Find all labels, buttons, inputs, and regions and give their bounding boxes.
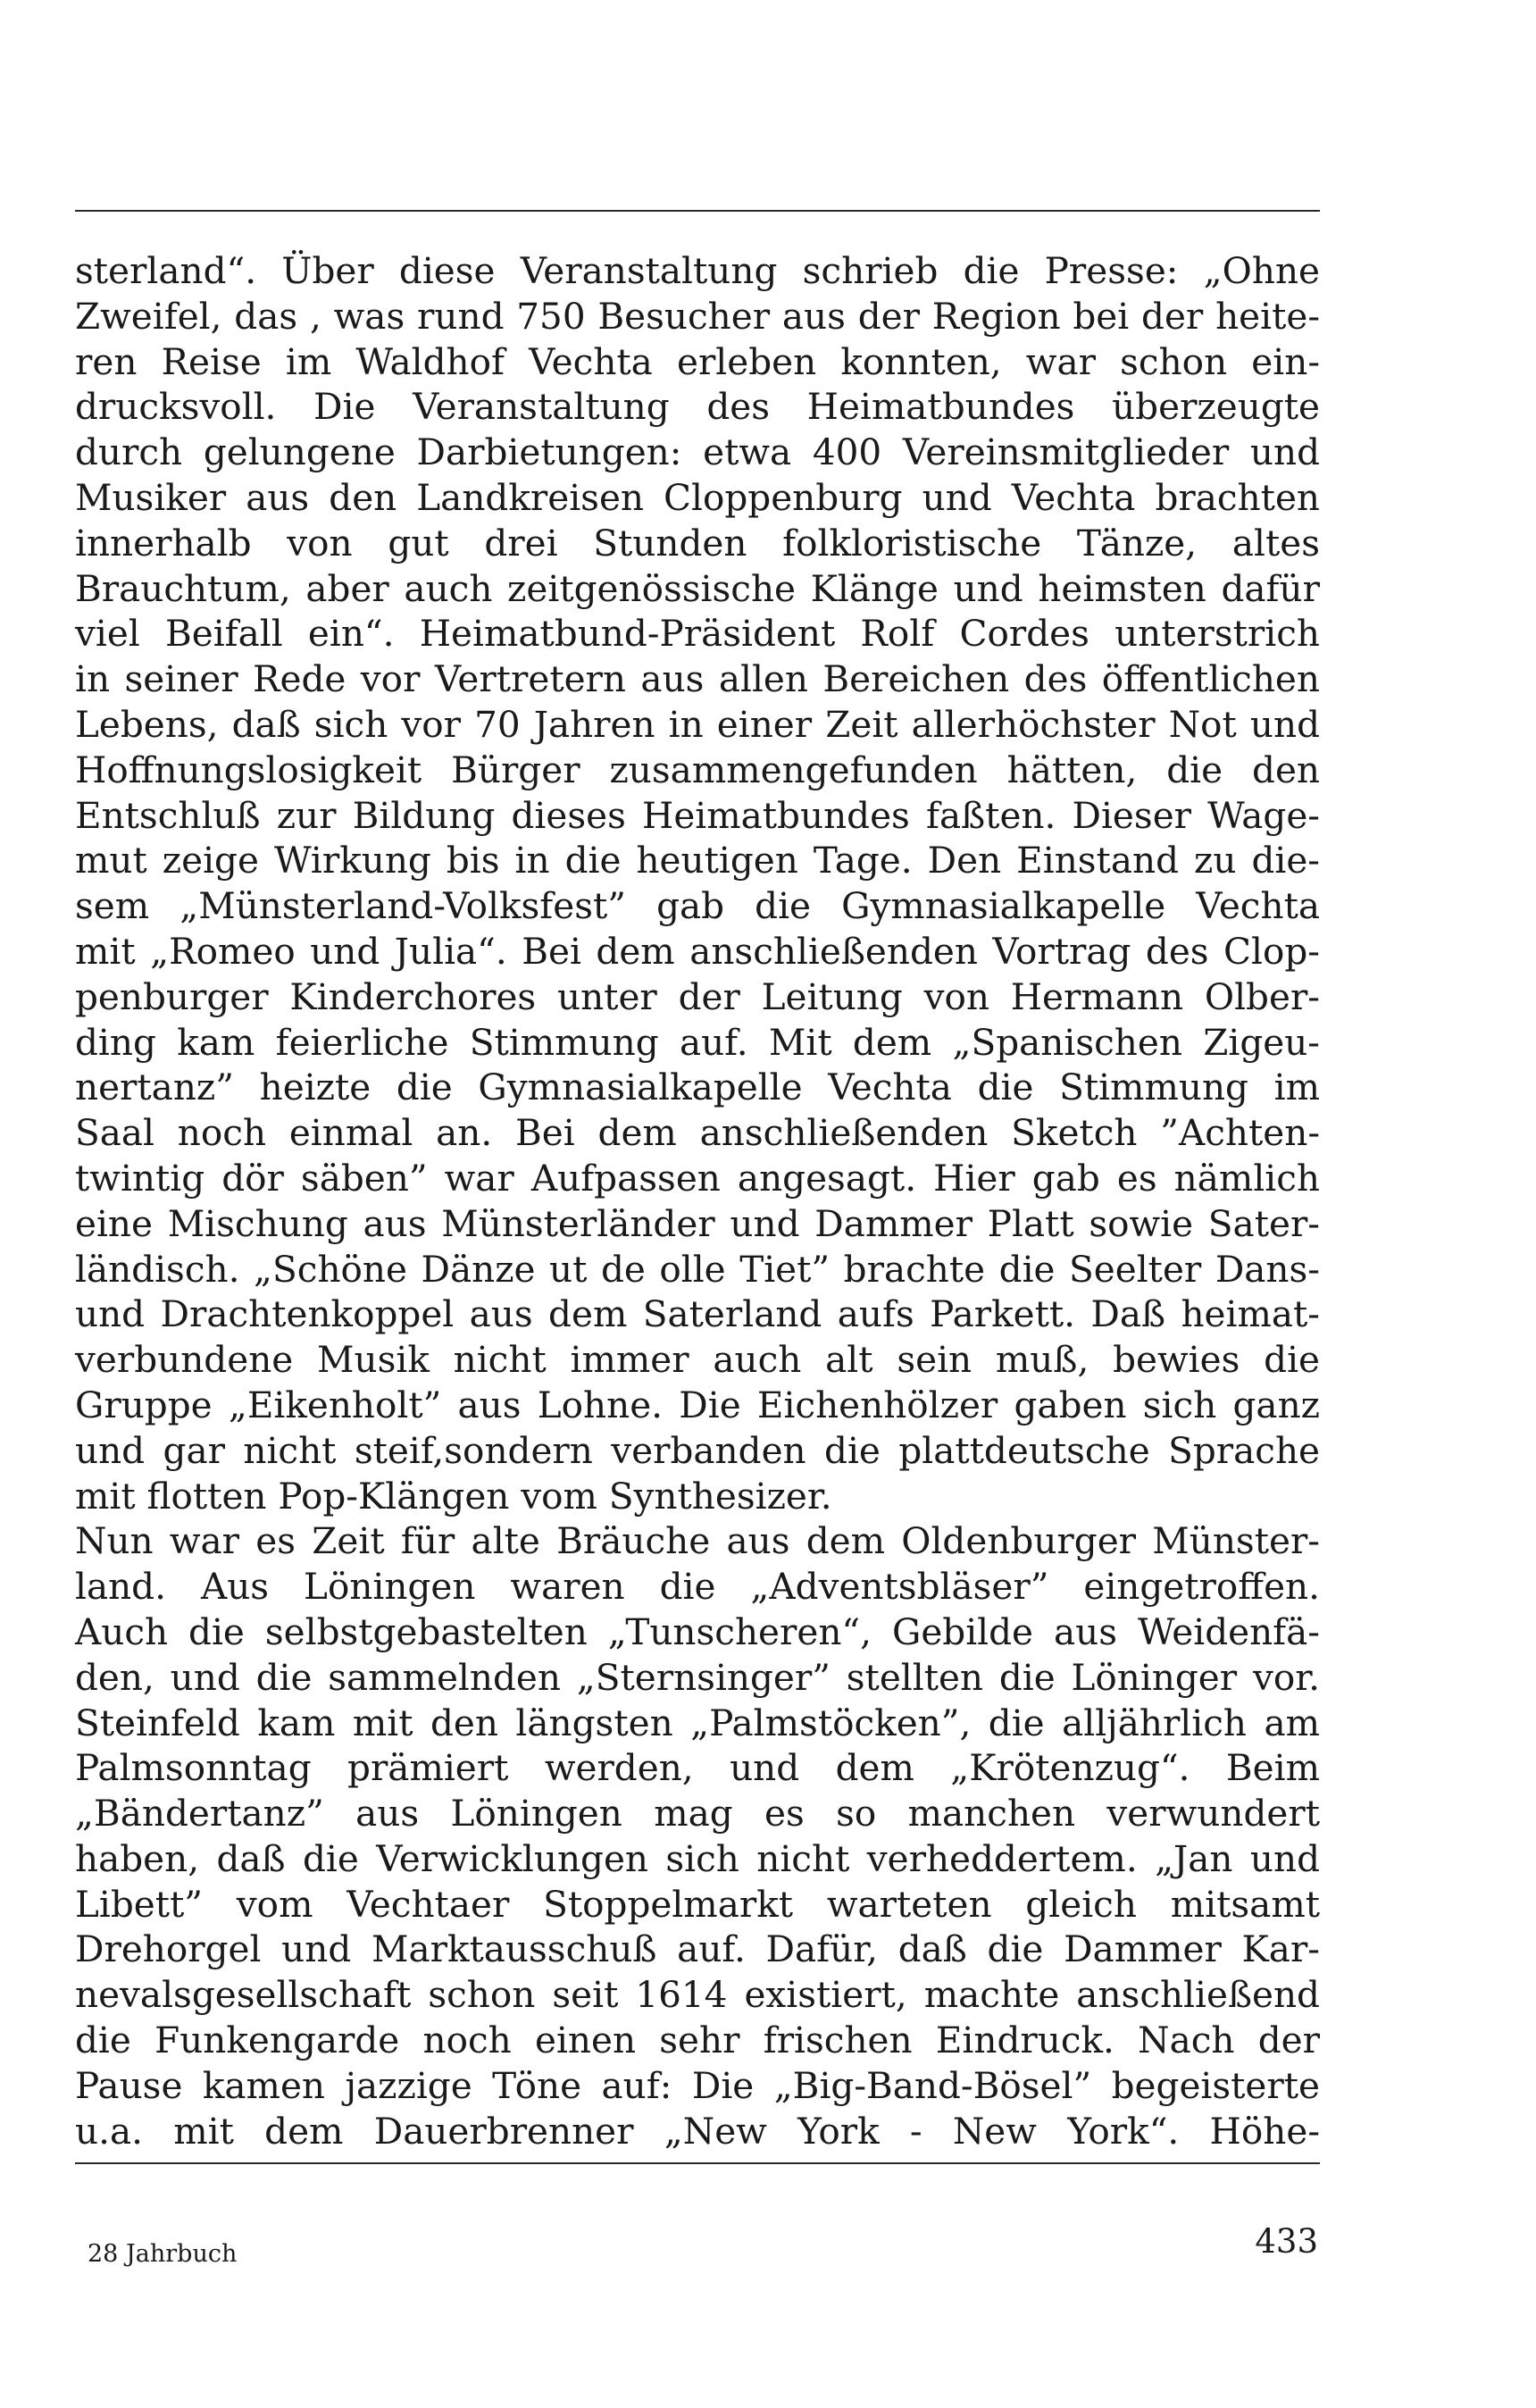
page-number: 433 xyxy=(1255,2222,1318,2261)
text-line: penburger Kinderchores unter der Leitung von Hermann Olber- xyxy=(75,974,1320,1018)
text-line: innerhalb von gut drei Stunden folkloristische Tänze, altes xyxy=(75,521,1320,564)
text-line: und gar nicht steif,sondern verbanden die plattdeutsche Sprache xyxy=(75,1428,1320,1472)
text-line: Brauchtum, aber auch zeitgenössische Klänge und heimsten dafür xyxy=(75,566,1320,610)
text-line: in seiner Rede vor Vertretern aus allen Bereichen des öffentlichen xyxy=(75,657,1320,701)
text-line: mit flotten Pop-Klängen vom Synthesizer. xyxy=(75,1474,832,1518)
text-line: u.a. mit dem Dauerbrenner „New York - New York“. Höhe- xyxy=(75,2109,1320,2153)
text-line: nertanz” heizte die Gymnasialkapelle Vechta die Stimmung im xyxy=(75,1066,1320,1109)
text-line: Saal noch einmal an. Bei dem anschließenden Sketch ”Achten- xyxy=(75,1111,1320,1155)
body-text xyxy=(75,248,1320,2153)
text-line: verbundene Musik nicht immer auch alt sein muß, bewies die xyxy=(75,1338,1320,1382)
text-line: Palmsonntag prämiert werden, und dem „Krötenzug“. Beim xyxy=(75,1746,1320,1790)
text-line: „Bändertanz” aus Löningen mag es so manchen verwundert xyxy=(75,1792,1320,1835)
text-line: Lebens, daß sich vor 70 Jahren in einer Zeit allerhöchster Not und xyxy=(75,702,1320,746)
text-line: nevalsgesellschaft schon seit 1614 existiert, machte anschließend xyxy=(75,1973,1320,2017)
text-line: durch gelungene Darbietungen: etwa 400 Vereinsmitglieder und xyxy=(75,431,1320,474)
text-line: Zweifel, das , was rund 750 Besucher aus der Region bei der heite- xyxy=(75,294,1320,338)
text-line: twintig dör säben” war Aufpassen angesagt. Hier gab es nämlich xyxy=(75,1156,1320,1200)
text-line: viel Beifall ein“. Heimatbund-Präsident Rolf Cordes unterstrich xyxy=(75,612,1320,656)
text-line: Hoffnungslosigkeit Bürger zusammengefunden hätten, die den xyxy=(75,748,1320,791)
text-line: Steinfeld kam mit den längsten „Palmstöcken”, die alljährlich am xyxy=(75,1701,1320,1744)
text-line: eine Mischung aus Münsterländer und Dammer Platt sowie Sater- xyxy=(75,1201,1320,1245)
text-line: drucksvoll. Die Veranstaltung des Heimatbundes überzeugte xyxy=(75,385,1320,429)
text-line: ländisch. „Schöne Dänze ut de olle Tiet” brachte die Seelter Dans- xyxy=(75,1247,1320,1291)
text-line: Libett” vom Vechtaer Stoppelmarkt warteten gleich mitsamt xyxy=(75,1882,1320,1926)
text-line: ding kam feierliche Stimmung auf. Mit dem „Spanischen Zigeu- xyxy=(75,1020,1320,1064)
text-line: haben, daß die Verwicklungen sich nicht verheddertem. „Jan und xyxy=(75,1836,1320,1880)
text-line: Entschluß zur Bildung dieses Heimatbundes faßten. Dieser Wage- xyxy=(75,793,1320,837)
text-line: mut zeige Wirkung bis in die heutigen Tage. Den Einstand zu die- xyxy=(75,839,1320,882)
footer-signature-mark: 28 Jahrbuch xyxy=(88,2240,238,2268)
text-line: die Funkengarde noch einen sehr frischen Eindruck. Nach der xyxy=(75,2019,1320,2062)
text-line: Musiker aus den Landkreisen Cloppenburg und Vechta brachten xyxy=(75,475,1320,519)
text-line: ren Reise im Waldhof Vechta erleben konnten, war schon ein- xyxy=(75,339,1320,383)
text-line: und Drachtenkoppel aus dem Saterland aufs Parkett. Daß heimat- xyxy=(75,1292,1320,1336)
text-line: Nun war es Zeit für alte Bräuche aus dem Oldenburger Münster- xyxy=(75,1519,1320,1563)
text-line: sterland“. Über diese Veranstaltung schrieb die Presse: „Ohne xyxy=(75,249,1320,292)
text-line: mit „Romeo und Julia“. Bei dem anschließenden Vortrag des Clop- xyxy=(75,929,1320,973)
text-line: land. Aus Löningen waren die „Adventsbläser” eingetroffen. xyxy=(75,1565,1320,1609)
text-line: Gruppe „Eikenholt” aus Lohne. Die Eichenhölzer gaben sich ganz xyxy=(75,1383,1320,1426)
text-line: sem „Münsterland-Volksfest” gab die Gymnasialkapelle Vechta xyxy=(75,884,1320,928)
text-line: Drehorgel und Marktausschuß auf. Dafür, daß die Dammer Kar- xyxy=(75,1927,1320,1971)
text-line: Pause kamen jazzige Töne auf: Die „Big-Band-Bösel” begeisterte xyxy=(75,2063,1320,2107)
text-line: Auch die selbstgebastelten „Tunscheren“, Gebilde aus Weidenfä- xyxy=(75,1610,1320,1653)
top-rule xyxy=(75,210,1320,212)
text-line: den, und die sammelnden „Sternsinger” stellten die Löninger vor. xyxy=(75,1655,1320,1699)
bottom-rule xyxy=(75,2162,1320,2164)
